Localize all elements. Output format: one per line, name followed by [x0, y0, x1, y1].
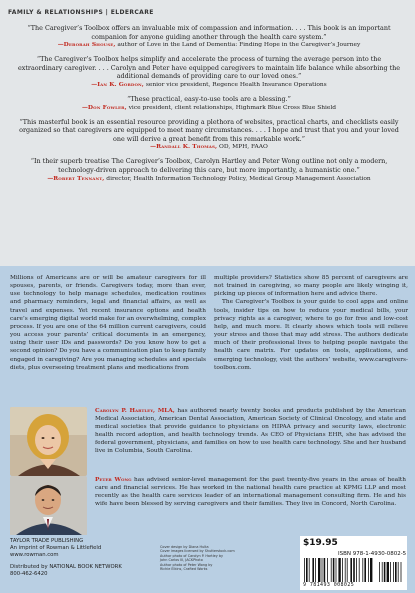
publisher-website: www.rowman.com [10, 551, 59, 558]
endorsement-text: “In their superb treatise The Caregiver’s Toolbox, Carolyn Hartley and Peter Wong outline not only a modern, technology-driven approach to delivering this care, but more importantly, a humanistic one.” [30, 157, 388, 174]
endorsement [14, 157, 404, 182]
description-paragraph: The Caregiver’s Toolbox is your guide to cool apps and online tools, insider tips on how to reduce your medical bills, your privacy rights as a caregiver, where to go for free and low-cost help, and much more. It clearly shows which tools will relieve your stress and those that may add stress. The authors dedicate much of their professional lives to helping people navigate the health care matrix. For updates on tools, applications, and emerging technology, visit the authors’ website, www.caregivers-toolbox.com. [214, 299, 408, 371]
publisher-imprint: An imprint of Rowman & Littlefield [10, 544, 102, 551]
author-name: Carolyn P. Hartley, MLA, [95, 408, 175, 414]
credit-line: Cover images licensed by Shutterstock.com [160, 549, 235, 554]
endorser-name: —Don Fowler, [81, 103, 127, 111]
endorsement [14, 95, 404, 112]
barcode-digits: 9 781493 008025 [303, 582, 355, 588]
author-bio-text: has authored nearly twenty books and products published by the American Medical Association, American Dental Association, American Society of Clinical Oncology, and state and medical societies that provide guidance to physicians on HIPAA privacy and security laws, electronic health record adoption, and health technology trends. As CEO of Physicians EHR, she has advised the federal government, physicians, and families on how to use health care technology. She and her husband live in Columbia, South Carolina. [95, 408, 406, 455]
distributor-phone: 800-462-6420 [10, 570, 48, 577]
description-paragraph: Millions of Americans are or will be amateur caregivers for ill spouses, parents, or friends. Caregivers today, more than ever, use technology to help manage schedules, medication routines and pharmacy reminders, legal and financial affairs, as well as travel and expenses. Yet recent insurance options and health care’s emerging digital world make for an overwhelming, complex process. If you are one of the 64 million current caregivers, could you access your parents’ critical documents in an emergency, using their user IDs and passwords? Do you know how to get a second opinion? Do you have a communication plan to keep family engaged in caregiving? Are you managing schedules and specials diets, plus overseeing treatment plans and medications from [10, 275, 206, 371]
endorsement [14, 118, 404, 152]
endorser-role: vice president, client relationships, Highmark Blue Cross Blue Shield [126, 104, 337, 111]
endorsement-text: “The Caregiver’s Toolbox offers an invaluable mix of compassion and information. . . . This book is an important companion for anyone guiding another through the health care system.” [27, 24, 391, 41]
book-description-left [10, 274, 206, 372]
endorsement-attribution [14, 175, 404, 183]
endorser-role: director, Health Information Technology Policy, Medical Group Management Association [104, 175, 371, 182]
endorsement-attribution [14, 143, 404, 151]
endorser-role: OD, MPH, FAAO [217, 144, 268, 151]
author-photo-hartley [10, 407, 87, 476]
description-paragraph: multiple providers? Statistics show 85 percent of caregivers are not trained in caregiving, so many people are likely winging it, picking up pieces of information here and advice there. [214, 275, 408, 298]
endorser-name: —Robert Tennant, [47, 174, 105, 182]
endorsement-attribution [14, 41, 404, 49]
category-label: FAMILY & RELATIONSHIPS | ELDERCARE [8, 9, 154, 16]
endorser-name: —Randall K. Thomas, [150, 143, 218, 151]
author-bio-hartley [95, 407, 406, 456]
distributor: Distributed by NATIONAL BOOK NETWORK [10, 563, 122, 570]
endorsement-attribution [14, 104, 404, 112]
barcode-panel [300, 536, 407, 590]
author-bio-wong [95, 476, 406, 508]
book-description-right [214, 274, 408, 372]
barcode-icon [303, 558, 404, 582]
endorser-name: —Ian K. Gordon, [91, 80, 144, 88]
endorsement [14, 24, 404, 49]
endorsement-attribution [14, 81, 404, 89]
credit-line: John Carlos III, JACKPhoto [160, 558, 203, 563]
credit-line: Author photo of Carolyn P. Hartley by [160, 553, 224, 558]
publisher-name: TAYLOR TRADE PUBLISHING [10, 538, 84, 544]
endorsements [14, 24, 404, 189]
credit-line: Richie Elkins, Crafted Works [160, 567, 208, 572]
isbn-label: ISBN 978-1-4930-0802-5 [338, 551, 407, 557]
author-bio-text: has advised senior-level management for the past twenty-five years in the areas of health care and financial services. He has worked in the national health care practice at KPMG LLP and most recently as the health care services leader of an international management consulting firm. He and his wife have been blessed by serving caregivers and their families. They live in Concord, North Carolina. [95, 477, 406, 508]
credit-line: Author photo of Peter Wong by [160, 562, 213, 567]
endorser-role: author of Love in the Land of Dementia: Finding Hope in the Caregiver’s Journey [115, 42, 361, 49]
cover-credits [160, 545, 255, 571]
credit-line: Cover design by Diana Hulta [160, 545, 209, 549]
author-name: Peter Wong [95, 477, 132, 483]
endorsement-text: “These practical, easy-to-use tools are a blessing.” [127, 94, 291, 103]
endorsement [14, 55, 404, 89]
endorsement-text: “The Caregiver’s Toolbox helps simplify and accelerate the process of turning the average person into the extraordinary caregiver. . . . Carolyn and Peter have equipped caregivers to maintain life balance while absorbing the additional demands of providing care to our loved ones.” [17, 55, 401, 81]
publisher-info [10, 538, 160, 578]
price-label: $19.95 [303, 538, 338, 548]
endorser-name: —Deborah Shouse, [57, 41, 116, 49]
author-photo-wong [10, 476, 87, 545]
endorser-role: senior vice president, Regence Health Insurance Operations [143, 81, 327, 88]
endorsement-text: “This masterful book is an essential resource providing a plethora of websites, practical charts, and checklists easily organized so that caregivers are equipped to meet many circumstances. . . . I hope and trust that you and your loved one will derive a great benefit from this remarkable work.” [19, 117, 399, 143]
